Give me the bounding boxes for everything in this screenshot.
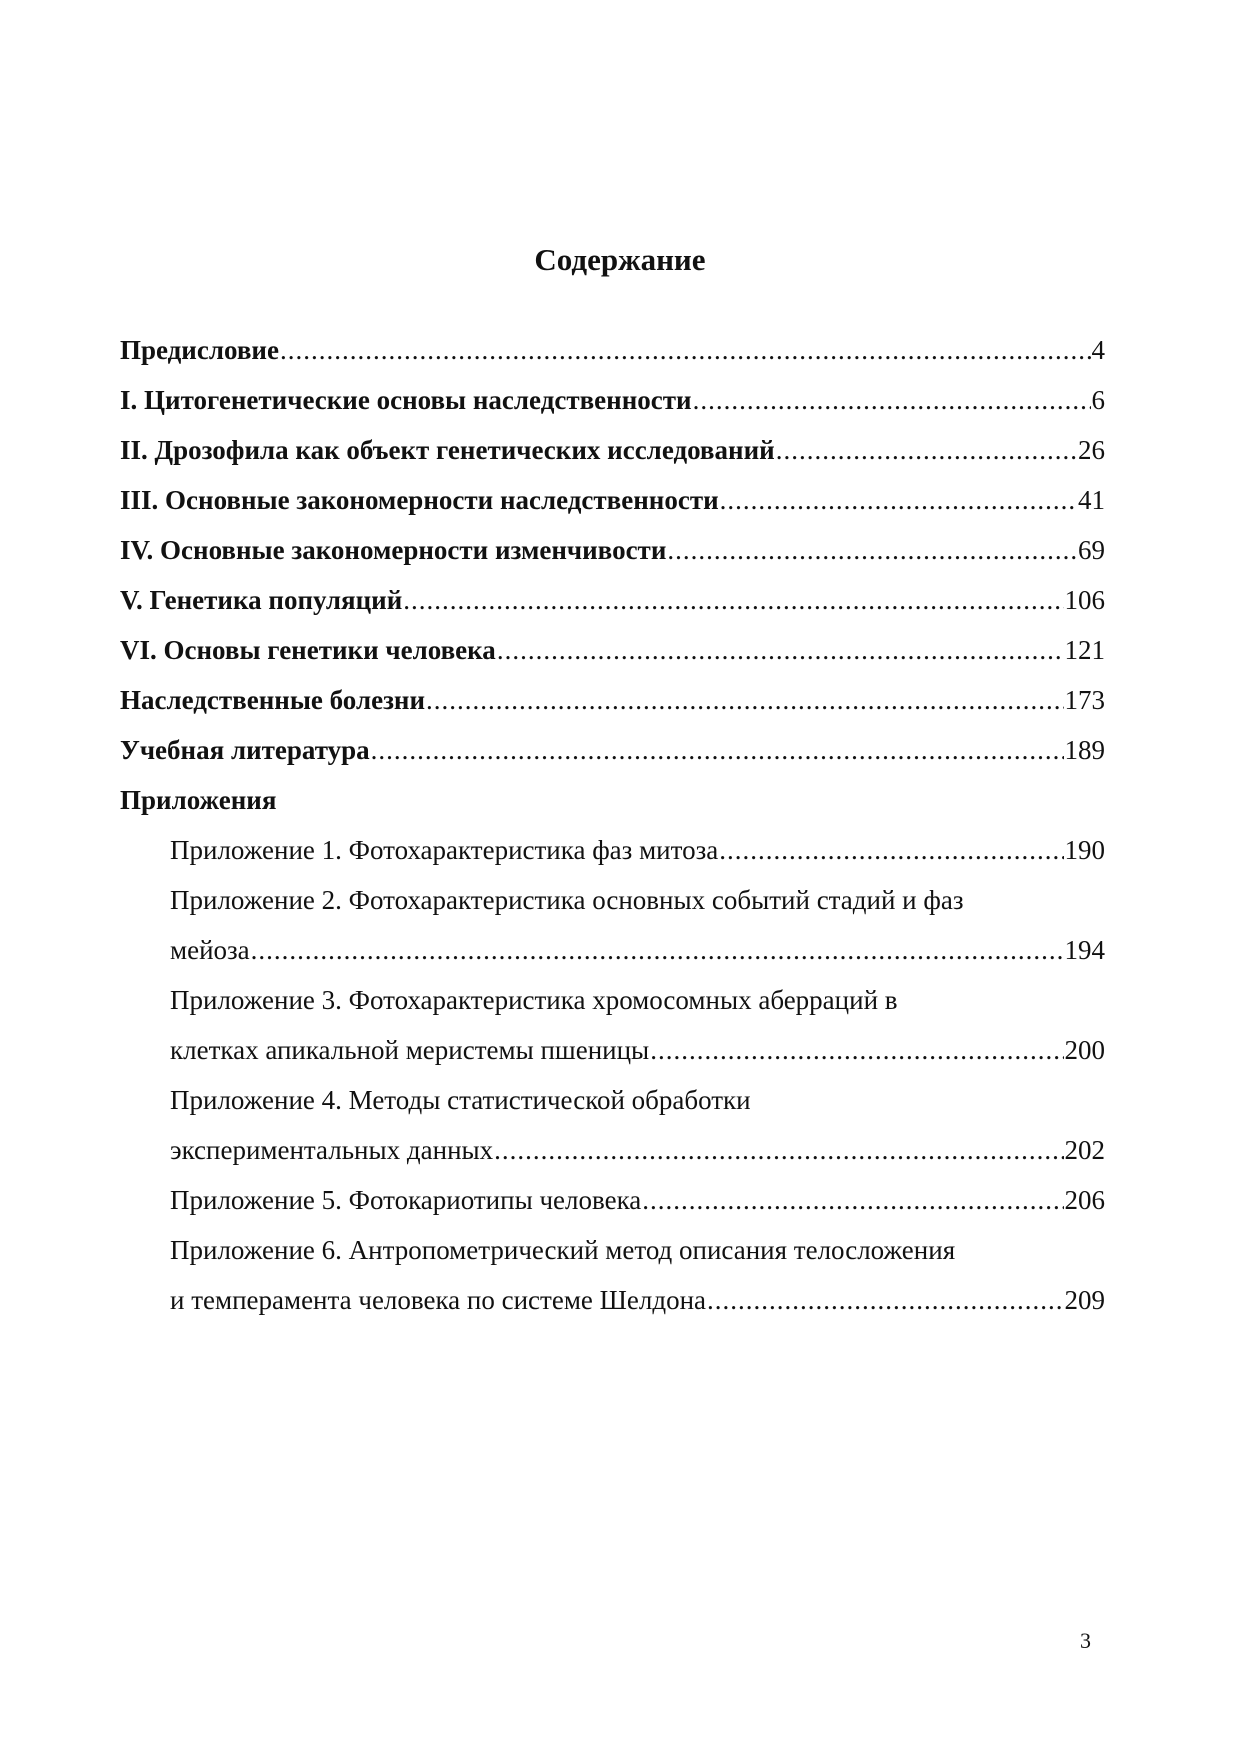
toc-entry-appendix-4-line-1[interactable] (170, 1080, 1105, 1120)
toc-entry-page: 41 (1078, 485, 1105, 515)
toc-entry-label: Учебная литература (120, 735, 370, 765)
toc-entry-page: 189 (1064, 735, 1105, 765)
toc-entry-label: Приложение 4. Методы статистической обработки (170, 1085, 751, 1115)
toc-appendix-heading-label: Приложения (120, 785, 277, 815)
toc-entry-appendix-6-line-1[interactable] (170, 1230, 1105, 1270)
toc-entry-page: 6 (1091, 385, 1105, 415)
toc-entry-label: и темперамента человека по системе Шелдона (170, 1285, 707, 1315)
toc-entry-page: 190 (1064, 835, 1105, 865)
toc-entry-label: Приложение 5. Фотокариотипы человека (170, 1185, 642, 1215)
toc-appendix-heading (120, 780, 1105, 820)
toc-entry-label: мейоза (170, 935, 250, 965)
toc-entry-label: Предисловие (120, 335, 279, 365)
toc-leader-dots (494, 1130, 1063, 1170)
toc-entry-appendix-3-line-1[interactable] (170, 980, 1105, 1020)
toc-entry-chapter-1[interactable] (120, 380, 1105, 420)
toc-leader-dots (719, 830, 1063, 870)
toc-entry-hereditary-diseases[interactable] (120, 680, 1105, 720)
toc-entry-appendix-2-line-2[interactable] (170, 930, 1105, 970)
toc-entry-appendix-2-line-1[interactable] (170, 880, 1105, 920)
toc-leader-dots (693, 380, 1091, 420)
toc-entry-label: Приложение 3. Фотохарактеристика хромосомных аберраций в (170, 985, 898, 1015)
toc-leader-dots (403, 580, 1063, 620)
toc-entry-appendix-1[interactable] (170, 830, 1105, 870)
page-title: Содержание (534, 242, 706, 277)
toc-leader-dots (707, 1280, 1063, 1320)
toc-entry-label: Приложение 2. Фотохарактеристика основных событий стадий и фаз (170, 885, 964, 915)
toc-entry-label: Наследственные болезни (120, 685, 426, 715)
toc-entry-label: II. Дрозофила как объект генетических исследований (120, 435, 775, 465)
toc-entry-page: 106 (1064, 585, 1105, 615)
toc-leader-dots (280, 330, 1091, 370)
toc-entry-appendix-6-line-2[interactable] (170, 1280, 1105, 1320)
toc-entry-page: 206 (1064, 1185, 1105, 1215)
toc-entry-chapter-4[interactable] (120, 530, 1105, 570)
toc-entry-chapter-3[interactable] (120, 480, 1105, 520)
toc-leader-dots (720, 480, 1077, 520)
toc-entry-label: I. Цитогенетические основы наследственности (120, 385, 692, 415)
toc-entry-label: IV. Основные закономерности изменчивости (120, 535, 667, 565)
toc-entry-literature[interactable] (120, 730, 1105, 770)
toc-entry-appendix-3-line-2[interactable] (170, 1030, 1105, 1070)
toc-leader-dots (667, 530, 1077, 570)
toc-entry-page: 121 (1064, 635, 1105, 665)
toc-leader-dots (497, 630, 1064, 670)
toc-entry-page: 26 (1078, 435, 1105, 465)
toc-entry-page: 202 (1064, 1135, 1105, 1165)
toc-entry-chapter-6[interactable] (120, 630, 1105, 670)
toc-entry-page: 69 (1078, 535, 1105, 565)
toc-entry-label: VI. Основы генетики человека (120, 635, 496, 665)
page-number: 3 (1080, 1628, 1091, 1653)
toc-entry-label: экспериментальных данных (170, 1135, 494, 1165)
toc-entry-chapter-2[interactable] (120, 430, 1105, 470)
toc-entry-page: 200 (1064, 1035, 1105, 1065)
toc-entry-appendix-5[interactable] (170, 1180, 1105, 1220)
toc-entry-appendix-4-line-2[interactable] (170, 1130, 1105, 1170)
toc-leader-dots (650, 1030, 1063, 1070)
toc-entry-page: 209 (1064, 1285, 1105, 1315)
toc-leader-dots (251, 930, 1064, 970)
toc-leader-dots (371, 730, 1064, 770)
toc-leader-dots (776, 430, 1077, 470)
toc-entry-page: 173 (1064, 685, 1105, 715)
toc-entry-label: клетках апикальной меристемы пшеницы (170, 1035, 650, 1065)
toc-entry-label: V. Генетика популяций (120, 585, 403, 615)
toc-entry-chapter-5[interactable] (120, 580, 1105, 620)
toc-leader-dots (642, 1180, 1063, 1220)
toc-leader-dots (426, 680, 1063, 720)
toc-entry-label: Приложение 6. Антропометрический метод описания телосложения (170, 1235, 956, 1265)
toc-entry-preface[interactable] (120, 330, 1105, 370)
toc-entry-label: Приложение 1. Фотохарактеристика фаз митоза (170, 835, 719, 865)
toc-entry-page: 4 (1091, 335, 1105, 365)
toc-entry-page: 194 (1064, 935, 1105, 965)
toc-entry-label: III. Основные закономерности наследственности (120, 485, 719, 515)
